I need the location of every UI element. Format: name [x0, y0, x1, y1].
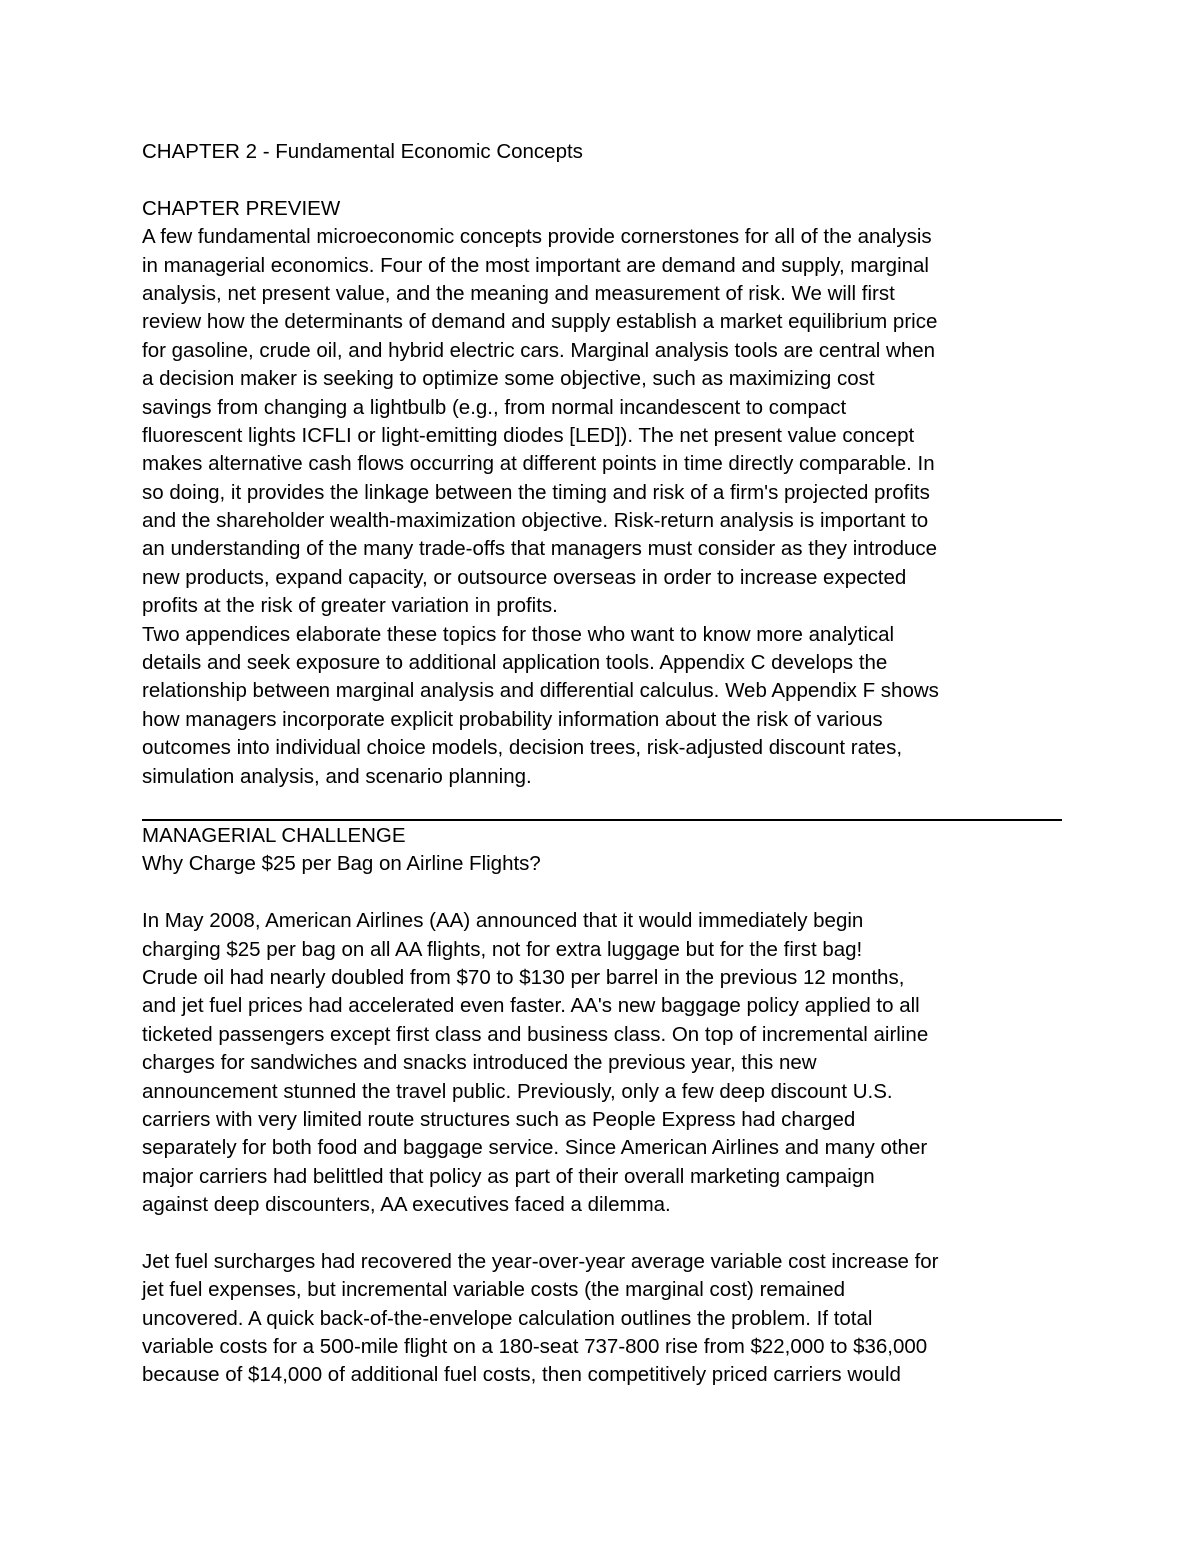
- preview-line: A few fundamental microeconomic concepts provide cornerstones for all of the analysis: [142, 225, 932, 249]
- challenge-paragraph-1: [142, 907, 1062, 1219]
- preview-line: outcomes into individual choice models, decision trees, risk-adjusted discount rates,: [142, 736, 903, 760]
- preview-line: and the shareholder wealth-maximization objective. Risk-return analysis is important to: [142, 509, 929, 533]
- preview-line: profits at the risk of greater variation in profits.: [142, 594, 558, 618]
- preview-line: so doing, it provides the linkage between the timing and risk of a firm's projected profits: [142, 480, 930, 504]
- preview-line: details and seek exposure to additional application tools. Appendix C develops the: [142, 651, 888, 675]
- preview-line: an understanding of the many trade-offs that managers must consider as they introduce: [142, 537, 938, 561]
- paragraph-line: announcement stunned the travel public. Previously, only a few deep discount U.S.: [142, 1079, 893, 1103]
- paragraph-line: Jet fuel surcharges had recovered the year-over-year average variable cost increase for: [142, 1249, 939, 1273]
- preview-line: savings from changing a lightbulb (e.g., from normal incandescent to compact: [142, 395, 847, 419]
- paragraph-line: major carriers had belittled that policy as part of their overall marketing campaign: [142, 1164, 875, 1188]
- paragraph-line: against deep discounters, AA executives faced a dilemma.: [142, 1193, 671, 1217]
- preview-line: for gasoline, crude oil, and hybrid electric cars. Marginal analysis tools are central when: [142, 338, 936, 362]
- challenge-subtitle: Why Charge $25 per Bag on Airline Flights?: [142, 852, 541, 876]
- spacer: [142, 879, 1062, 907]
- paragraph-line: uncovered. A quick back-of-the-envelope calculation outlines the problem. If total: [142, 1306, 873, 1330]
- paragraph-line: and jet fuel prices had accelerated even faster. AA's new baggage policy applied to all: [142, 994, 920, 1018]
- preview-line: review how the determinants of demand and supply establish a market equilibrium price: [142, 310, 938, 334]
- document-page: [142, 138, 1062, 791]
- paragraph-line: variable costs for a 500-mile flight on a 180-seat 737-800 rise from $22,000 to $36,000: [142, 1335, 928, 1359]
- paragraph-line: In May 2008, American Airlines (AA) announced that it would immediately begin: [142, 909, 864, 933]
- challenge-heading: MANAGERIAL CHALLENGE: [142, 824, 406, 847]
- paragraph-line: because of $14,000 of additional fuel costs, then competitively priced carriers would: [142, 1363, 901, 1387]
- preview-heading: CHAPTER PREVIEW: [142, 196, 341, 220]
- preview-line: Two appendices elaborate these topics for those who want to know more analytical: [142, 622, 895, 646]
- challenge-paragraph-2: [142, 1248, 1062, 1390]
- paragraph-line: carriers with very limited route structures such as People Express had charged: [142, 1107, 856, 1131]
- chapter-title: CHAPTER 2 - Fundamental Economic Concepts: [142, 140, 583, 163]
- preview-line: makes alternative cash flows occurring at different points in time directly comparable. In: [142, 452, 935, 476]
- paragraph-line: Crude oil had nearly doubled from $70 to $130 per barrel in the previous 12 months,: [142, 965, 905, 989]
- preview-line: relationship between marginal analysis and differential calculus. Web Appendix F shows: [142, 679, 939, 703]
- preview-line: fluorescent lights ICFLI or light-emitting diodes [LED]). The net present value concept: [142, 423, 915, 447]
- spacer: [142, 166, 1062, 194]
- paragraph-line: ticketed passengers except first class and business class. On top of incremental airline: [142, 1022, 929, 1046]
- preview-line: analysis, net present value, and the meaning and measurement of risk. We will first: [142, 281, 895, 305]
- preview-line: in managerial economics. Four of the most important are demand and supply, marginal: [142, 253, 929, 277]
- section-divider: [142, 819, 1062, 821]
- preview-line: simulation analysis, and scenario planning.: [142, 764, 532, 788]
- paragraph-line: charges for sandwiches and snacks introduced the previous year, this new: [142, 1051, 817, 1075]
- managerial-challenge-section: [142, 822, 1062, 1390]
- paragraph-line: jet fuel expenses, but incremental variable costs (the marginal cost) remained: [142, 1278, 846, 1302]
- paragraph-line: charging $25 per bag on all AA flights, not for extra luggage but for the first bag!: [142, 937, 863, 961]
- preview-body: [142, 223, 1062, 791]
- preview-line: how managers incorporate explicit probability information about the risk of various: [142, 707, 883, 731]
- preview-line: a decision maker is seeking to optimize some objective, such as maximizing cost: [142, 367, 875, 391]
- spacer: [142, 1219, 1062, 1247]
- preview-line: new products, expand capacity, or outsource overseas in order to increase expected: [142, 565, 907, 589]
- paragraph-line: separately for both food and baggage service. Since American Airlines and many other: [142, 1136, 928, 1160]
